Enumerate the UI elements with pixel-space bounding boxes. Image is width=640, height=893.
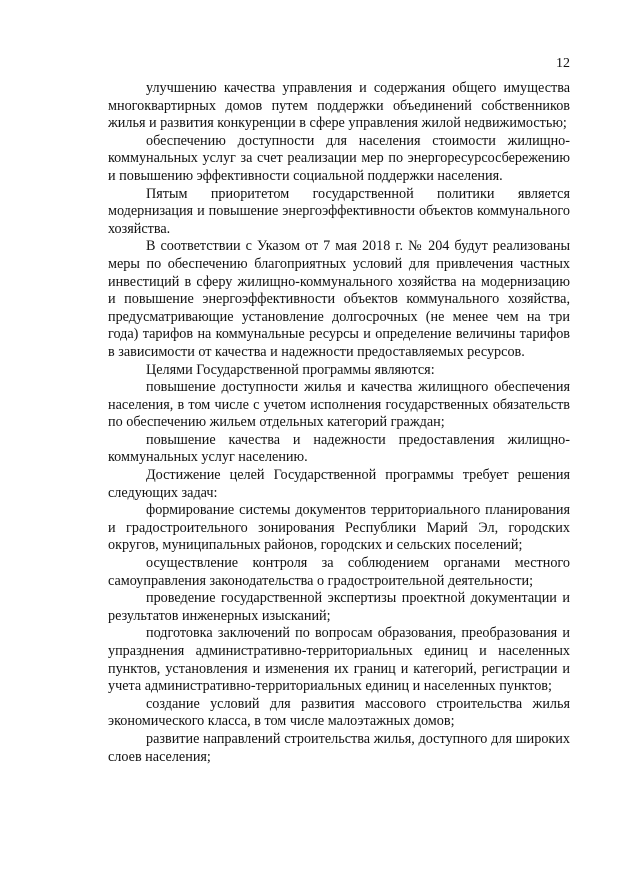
- paragraph-11: проведение государственной экспертизы проектной документации и результатов инженерных изысканий;: [108, 590, 570, 624]
- paragraph-8: Достижение целей Государственной программы требует решения следующих задач:: [108, 467, 570, 501]
- paragraph-3: Пятым приоритетом государственной политики является модернизация и повышение энергоэффективности объектов коммунального хозяйства.: [108, 185, 570, 237]
- paragraph-7: повышение качества и надежности предоставления жилищно-коммунальных услуг населению.: [108, 431, 570, 466]
- paragraph-4: В соответствии с Указом от 7 мая 2018 г. № 204 будут реализованы меры по обеспечению благоприятных условий для привлечения частных инвестиций в сферу жилищно-коммунального хозяйства на модернизацию и повышение энергоэффективности объектов коммунального хозяйства, предусматривающие установление долгосрочных (не менее чем на три года) тарифов на коммунальные ресурсы и определение величины тарифов в зависимости от качества и надежности предоставляемых ресурсов.: [108, 238, 570, 360]
- paragraph-10: осуществление контроля за соблюдением органами местного самоуправления законодательства о градостроительной деятельности;: [108, 555, 570, 589]
- paragraph-5: Целями Государственной программы являются:: [146, 361, 435, 378]
- paragraph-13: создание условий для развития массового строительства жилья экономического класса, в том числе малоэтажных домов;: [108, 695, 570, 730]
- paragraph-2: обеспечению доступности для населения стоимости жилищно-коммунальных услуг за счет реализации мер по энергоресурсосбережению и повышению эффективности социальной поддержки населения.: [108, 132, 570, 184]
- paragraph-1: улучшению качества управления и содержания общего имущества многоквартирных домов путем поддержки объединений собственников жилья и развития конкуренции в сфере управления жилой недвижимостью;: [108, 80, 570, 132]
- paragraph-14: развитие направлений строительства жилья, доступного для широких слоев населения;: [108, 730, 570, 765]
- paragraph-6: повышение доступности жилья и качества жилищного обеспечения населения, в том числе с учетом исполнения государственных обязательств по обеспечению жильем отдельных категорий граждан;: [108, 379, 570, 431]
- body-text: [108, 80, 570, 766]
- paragraph-12: подготовка заключений по вопросам образования, преобразования и упразднения административно-территориальных единиц и населенных пунктов, установления и изменения их границ и категорий, регистрации и учета административно-территориальных единиц и населенных пунктов;: [108, 625, 570, 695]
- page-number: 12: [556, 56, 570, 71]
- paragraph-9: формирование системы документов территориального планирования и градостроительного зонирования Республики Марий Эл, городских округов, муниципальных районов, городских и сельских поселений;: [108, 502, 570, 554]
